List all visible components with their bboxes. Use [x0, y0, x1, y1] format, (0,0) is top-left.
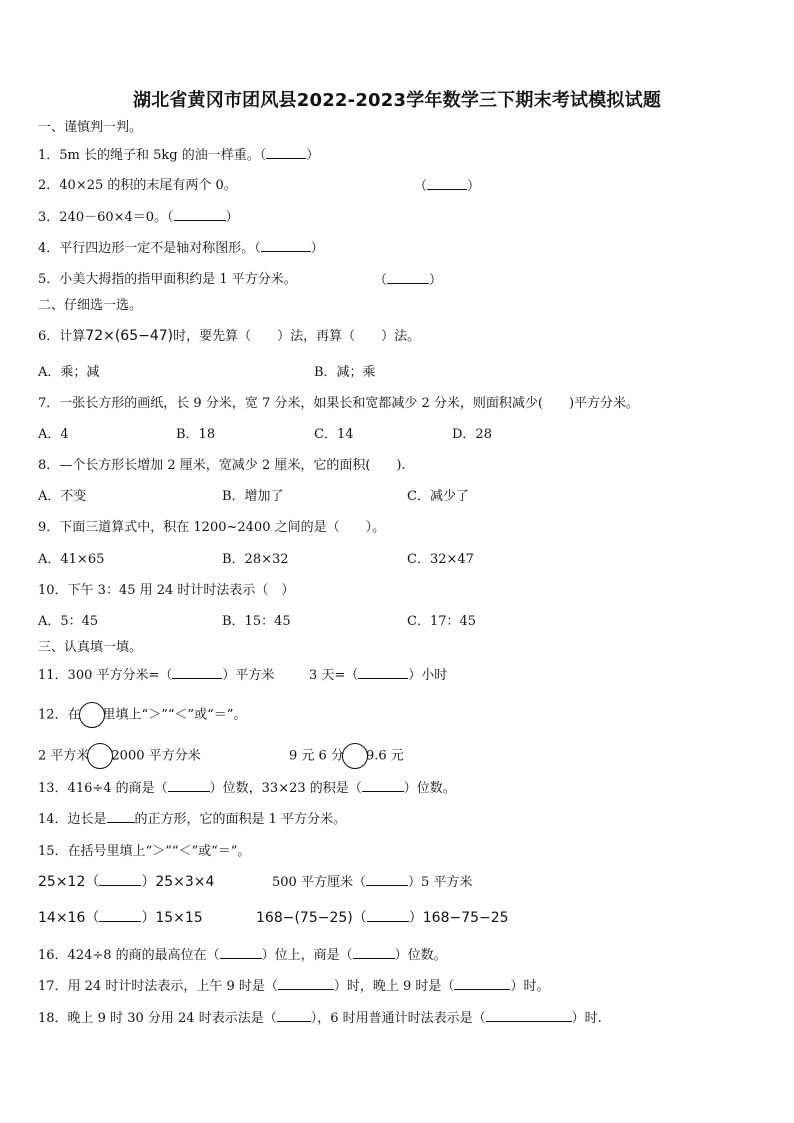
answer-blank[interactable] — [277, 1009, 311, 1022]
answer-blank[interactable] — [266, 146, 306, 159]
question-3: 3．240－60×4＝0。（ ） — [38, 210, 239, 225]
option-a[interactable]: A．乘；减 — [38, 365, 100, 380]
answer-blank[interactable] — [353, 946, 395, 959]
answer-blank[interactable] — [367, 909, 409, 922]
question-15-item-2: 500 平方厘米（ ）5 平方米 — [272, 875, 473, 890]
answer-blank[interactable] — [454, 977, 510, 990]
answer-blank[interactable] — [174, 208, 226, 221]
compare-circle[interactable] — [79, 702, 105, 728]
option-a[interactable]: A．5：45 — [38, 614, 99, 629]
question-17: 17．用 24 时计时法表示，上午 9 时是（ ）时，晚上 9 时是（ ）时。 — [38, 979, 550, 994]
answer-blank[interactable] — [358, 666, 408, 679]
compare-circle[interactable] — [342, 743, 368, 769]
option-b[interactable]: B．增加了 — [222, 489, 284, 504]
question-7: 7．一张长方形的画纸，长 9 分米，宽 7 分米，如果长和宽都减少 2 分米，则面积减少( )平方分米。 — [38, 396, 640, 411]
answer-blank[interactable] — [278, 977, 334, 990]
answer-blank[interactable] — [366, 873, 408, 886]
answer-blank[interactable] — [362, 779, 404, 792]
option-c[interactable]: C．32×47 — [407, 552, 474, 567]
question-16: 16．424÷8 的商的最高位在（ ）位上，商是（ ）位数。 — [38, 948, 447, 963]
answer-blank[interactable] — [486, 1009, 572, 1022]
option-c[interactable]: C．14 — [314, 427, 354, 442]
question-5-answer: （ ） — [374, 273, 443, 288]
question-10: 10．下午 3：45 用 24 时计时法表示（ ） — [38, 583, 295, 598]
option-b[interactable]: B．减；乘 — [314, 365, 376, 380]
option-a[interactable]: A．不变 — [38, 489, 87, 504]
question-9: 9．下面三道算式中，积在 1200~2400 之间的是（ ）。 — [38, 520, 386, 535]
answer-blank[interactable] — [99, 873, 141, 886]
option-b[interactable]: B．15：45 — [222, 614, 291, 629]
question-11-part-2: 3 天=（ ）小时 — [309, 668, 448, 683]
question-6: 6．计算72×(65−47)时，要先算（ ）法，再算（ ）法。 — [38, 328, 421, 344]
question-5: 5．小美大拇指的指甲面积约是 1 平方分米。 — [38, 272, 297, 287]
question-1: 1．5m 长的绳子和 5kg 的油一样重。（ ） — [38, 148, 320, 163]
section-heading: 三、认真填一填。 — [38, 640, 143, 655]
answer-blank[interactable] — [168, 779, 210, 792]
question-8: 8．—个长方形长增加 2 厘米，宽减少 2 厘米，它的面积( ). — [38, 458, 406, 473]
answer-blank[interactable] — [99, 909, 141, 922]
answer-blank[interactable] — [427, 177, 467, 190]
question-15: 15．在括号里填上“＞”“＜”或“＝”。 — [38, 844, 251, 859]
answer-blank[interactable] — [387, 271, 429, 284]
option-b[interactable]: B．18 — [176, 427, 216, 442]
option-a[interactable]: A．41×65 — [38, 552, 105, 567]
option-c[interactable]: C．17：45 — [407, 614, 477, 629]
question-2: 2．40×25 的积的末尾有两个 0。 — [38, 178, 237, 193]
question-2-answer: （ ） — [414, 179, 481, 194]
question-14: 14．边长是 的正方形，它的面积是 1 平方分米。 — [38, 812, 347, 827]
question-15-item-3: 14×16（ ）15×15 — [38, 910, 203, 926]
option-d[interactable]: D．28 — [452, 427, 492, 442]
page-title: 湖北省黄冈市团风县2022-2023学年数学三下期末考试模拟试题 — [132, 90, 662, 111]
question-15-item-1: 25×12（ ）25×3×4 — [38, 874, 215, 890]
answer-blank[interactable] — [261, 239, 311, 252]
answer-blank[interactable] — [172, 666, 222, 679]
section-heading: 二、仔细选一选。 — [38, 298, 143, 313]
option-b[interactable]: B．28×32 — [222, 552, 289, 567]
answer-blank[interactable] — [220, 946, 262, 959]
question-15-item-4: 168−(75−25)（ ）168−75−25 — [256, 910, 509, 926]
question-11: 11．300 平方分米=（ ）平方米 — [38, 668, 275, 683]
question-12-item-2: 9 元 6 分 9.6 元 — [289, 743, 404, 769]
question-4: 4．平行四边形一定不是轴对称图形。（ ） — [38, 241, 324, 256]
option-a[interactable]: A．4 — [38, 427, 69, 442]
option-c[interactable]: C．减少了 — [407, 489, 469, 504]
question-12-item-1: 2 平方米 2000 平方分米 — [38, 743, 201, 769]
math-expression: 72×(65−47) — [85, 328, 174, 344]
compare-circle[interactable] — [87, 743, 113, 769]
question-18: 18．晚上 9 时 30 分用 24 时表示法是（ ），6 时用普通计时法表示是（ ）时. — [38, 1011, 602, 1026]
question-13: 13．416÷4 的商是（ ）位数，33×23 的积是（ ）位数。 — [38, 781, 456, 796]
question-12: 12．在 里填上“＞”“＜”或“＝”。 — [38, 702, 246, 728]
answer-blank[interactable] — [107, 810, 135, 823]
section-heading: 一、谨慎判一判。 — [38, 120, 143, 135]
